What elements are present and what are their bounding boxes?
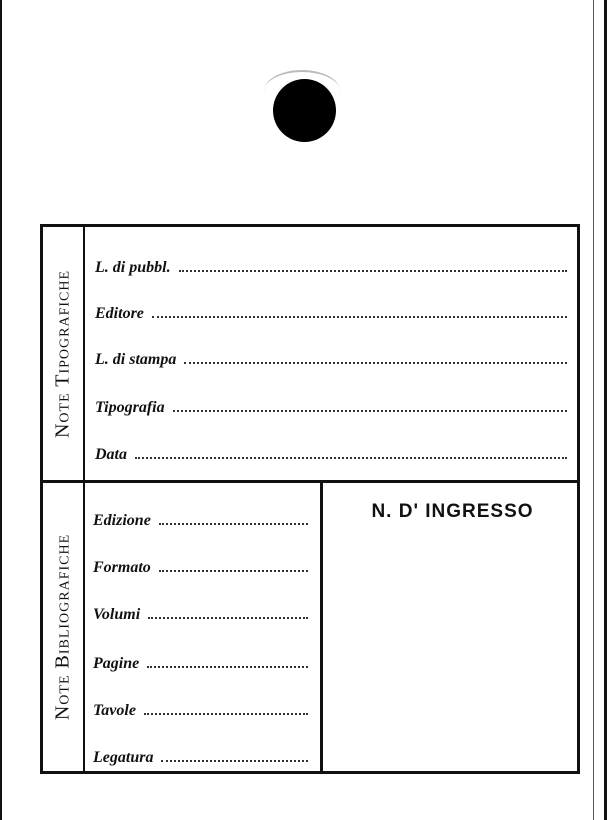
field-label: Data [95,446,127,463]
note-tipografiche-section [43,227,577,483]
note-bibliografiche-section [43,483,577,771]
dotted-line [147,664,308,668]
dotted-line [159,568,308,572]
note-tipografiche-sidebar [43,227,85,480]
field-label: Editore [95,305,144,322]
field-volumi[interactable] [93,600,308,624]
field-label: Pagine [93,655,140,672]
field-label: Volumi [93,606,141,623]
field-editore[interactable] [95,299,567,323]
field-tavole[interactable] [93,696,308,720]
field-legatura[interactable] [93,743,308,767]
dotted-line [144,711,308,715]
field-luogo-pubblicazione[interactable] [95,253,567,277]
field-edizione[interactable] [93,506,308,530]
dotted-line [173,408,567,412]
field-label: Legatura [93,749,154,766]
dotted-line [148,615,308,619]
dotted-line [135,455,567,459]
column-divider [320,483,323,771]
dotted-line [184,360,567,364]
record-form [40,224,580,774]
field-tipografia[interactable] [95,393,567,417]
field-label: Tavole [93,702,136,719]
note-tipografiche-title: Note Tipografiche [51,269,74,438]
field-data[interactable] [95,440,567,464]
field-label: L. di pubbl. [95,259,171,276]
note-bibliografiche-sidebar [43,483,85,771]
dotted-line [161,758,308,762]
numero-ingresso-label: N. D' INGRESSO [371,501,534,522]
field-pagine[interactable] [93,649,308,673]
field-luogo-stampa[interactable] [95,345,567,369]
field-formato[interactable] [93,553,308,577]
field-label: Edizione [93,512,151,529]
note-bibliografiche-title: Note Bibliografiche [51,533,74,721]
punch-hole [273,79,336,142]
field-label: L. di stampa [95,351,177,368]
dotted-line [152,314,567,318]
field-label: Tipografia [95,399,165,416]
field-label: Formato [93,559,151,576]
dotted-line [159,521,308,525]
dotted-line [179,268,567,272]
